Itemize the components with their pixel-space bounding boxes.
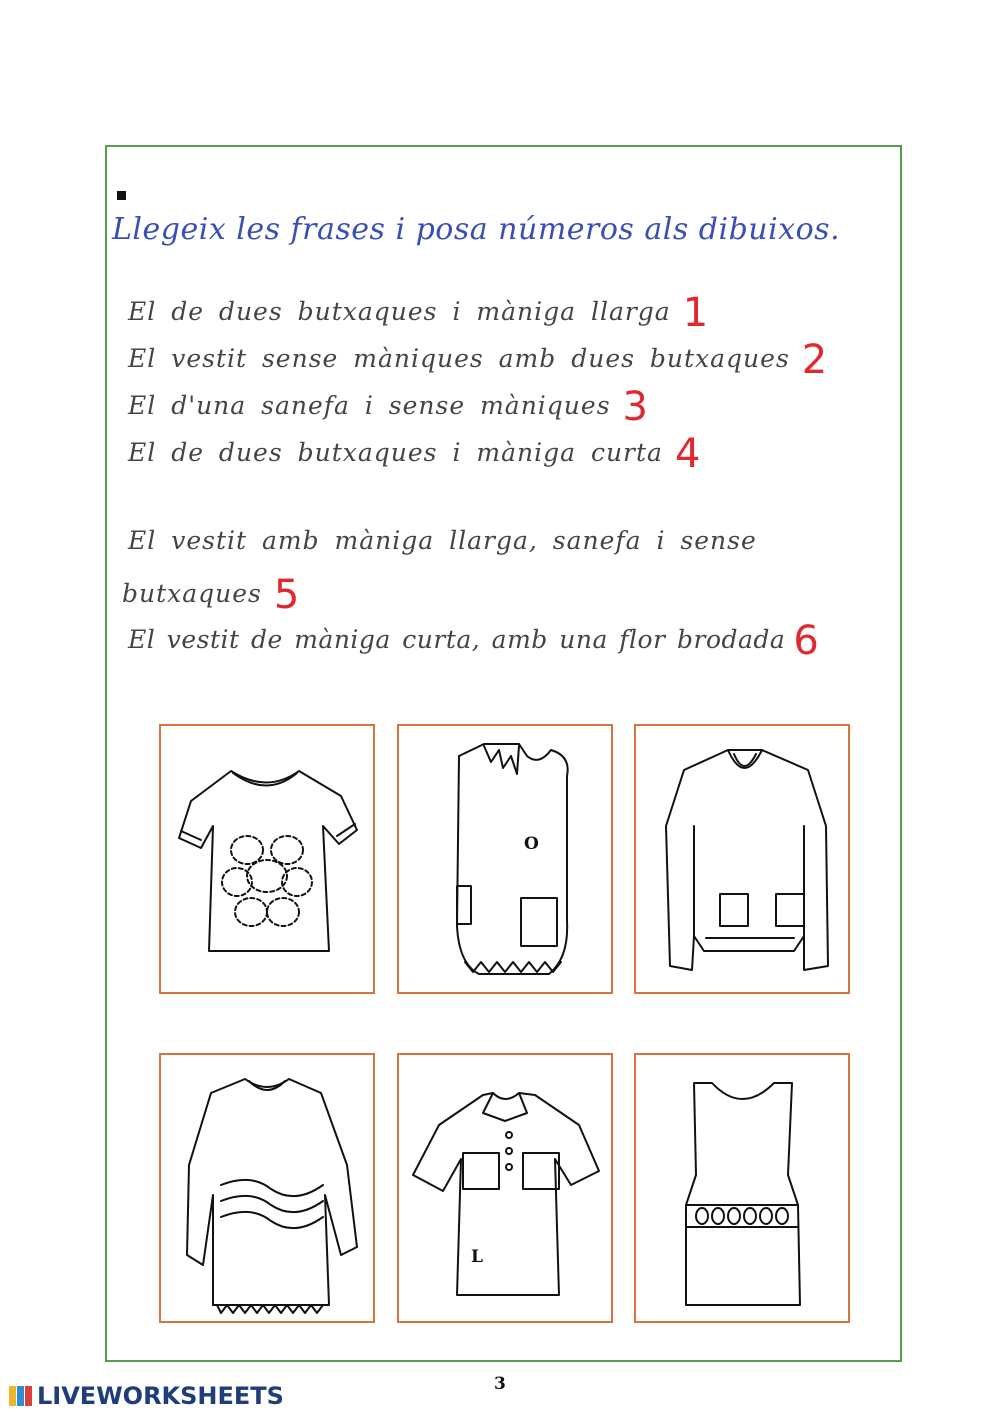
- long-sleeve-sanefa-icon: [161, 1055, 373, 1321]
- polo-shirt-icon: [399, 1055, 611, 1321]
- sentence-5a: [128, 526, 757, 555]
- picture-card-3[interactable]: [634, 724, 850, 994]
- sweater-pockets-icon: [636, 726, 848, 992]
- answer-number[interactable]: 5: [273, 572, 301, 618]
- brand-logo[interactable]: [8, 1382, 284, 1410]
- picture-letter: L: [471, 1247, 483, 1267]
- picture-card-2[interactable]: [397, 724, 613, 994]
- sentence-text: El de dues butxaques i màniga llarga: [128, 297, 671, 326]
- sentence-text: El de dues butxaques i màniga curta: [128, 438, 663, 467]
- sentence-text: El vestit amb màniga llarga, sanefa i sense: [128, 526, 757, 555]
- page-number: 3: [494, 1374, 506, 1394]
- brand-logo-text: LIVEWORKSHEETS: [37, 1382, 284, 1410]
- answer-number[interactable]: 3: [622, 384, 649, 430]
- sentence-2: [128, 337, 828, 383]
- picture-card-4[interactable]: [159, 1053, 375, 1323]
- answer-number[interactable]: 4: [674, 431, 702, 477]
- sentence-5b: [122, 572, 300, 618]
- picture-card-6[interactable]: [634, 1053, 850, 1323]
- tshirt-flower-icon: [161, 726, 373, 992]
- sentence-text: butxaques: [122, 579, 262, 608]
- dress-sanefa-icon: [636, 1055, 848, 1321]
- sentence-text: El d'una sanefa i sense màniques: [128, 391, 611, 420]
- sentence-3: [128, 384, 649, 430]
- picture-card-1[interactable]: [159, 724, 375, 994]
- answer-number[interactable]: 1: [682, 290, 710, 336]
- liveworksheets-logo-icon: [8, 1384, 34, 1408]
- instruction-heading: Llegeix les frases i posa números als dibuixos.: [112, 212, 841, 247]
- sentence-1: [128, 290, 709, 336]
- sentence-4: [128, 431, 701, 477]
- pinafore-pockets-icon: [399, 726, 611, 992]
- sentence-6: [128, 618, 819, 664]
- bullet-icon: [117, 191, 126, 200]
- picture-card-5[interactable]: [397, 1053, 613, 1323]
- picture-letter: O: [524, 834, 539, 854]
- answer-number[interactable]: 2: [801, 337, 829, 383]
- answer-number[interactable]: 6: [793, 618, 820, 664]
- sentence-text: El vestit sense màniques amb dues butxaques: [128, 344, 790, 373]
- sentence-text: El vestit de màniga curta, amb una flor brodada: [128, 625, 786, 654]
